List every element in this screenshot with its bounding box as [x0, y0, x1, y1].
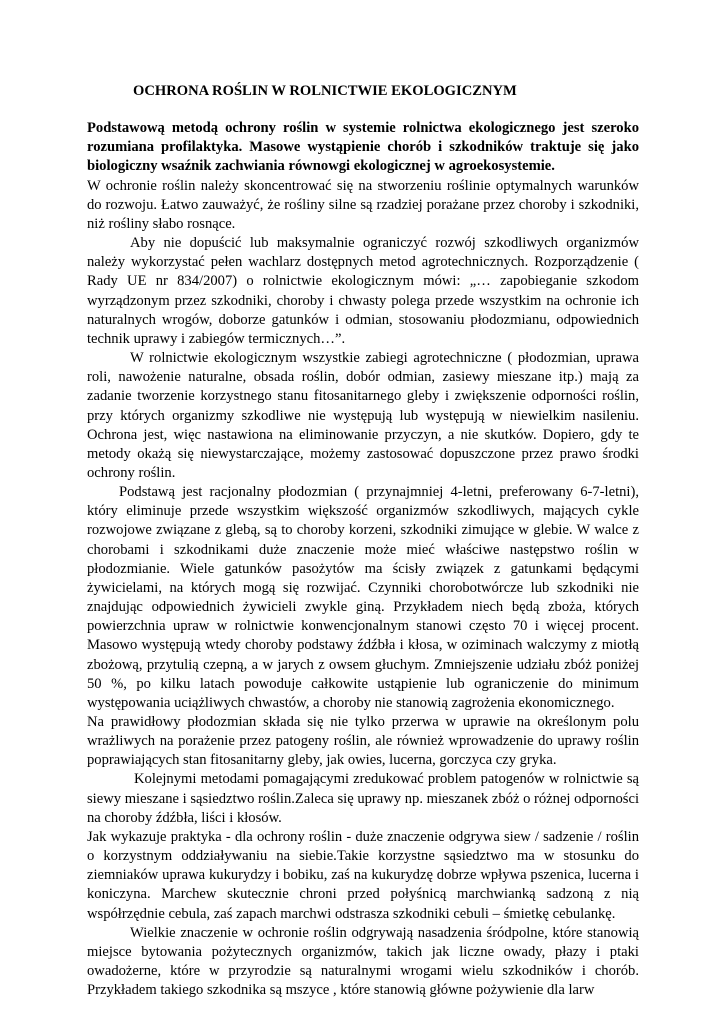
paragraph: Podstawą jest racjonalny płodozmian ( przynajmniej 4-letni, preferowany 6-7-letni), który eliminuje przede wszystkim większość organizmów szkodliwych, mających cykle rozwojowe związane z glebą, są to choroby korzeni, szkodniki zimujące w glebie. W walce z chorobami i szkodnikami duże znaczenie może mieć właściwe następstwo roślin w płodozmianie. Wiele gatunków pasożytów ma ścisły związek z gatunkami będącymi żywicielami, na których mogą się rozwijać. Czynniki chorobotwórcze lub szkodniki nie znajdując odpowiednich żywicieli zwykle giną. Przykładem niech będą zboża, których powierzchnia upraw w rolnictwie konwencjonalnym stanowi często 70 i więcej procent. Masowo występują wtedy choroby podstawy źdźbła i kłosa, w oziminach walczymy z miotłą zbożową, przytulią czepną, a w jarych z owsem głuchym. Zmniejszenie udziału zbóż poniżej 50 %, po kilku latach powoduje całkowite ustąpienie lub ograniczenie do minimum występowania uciążliwych chwastów, a choroby nie stanowią zagrożenia ekonomicznego. [87, 484, 639, 711]
page-title: OCHRONA ROŚLIN W ROLNICTWIE EKOLOGICZNYM [133, 83, 517, 99]
paragraph: Jak wykazuje praktyka - dla ochrony roślin - duże znaczenie odgrywa siew / sadzenie / roślin o korzystnym oddziaływaniu na siebie.Takie korzystne sąsiedztwo ma w stosunku do ziemniaków uprawa kukurydzy i bobiku, zaś na kukurydzę dobrze wpływa pszenica, lucerna i koniczyna. Marchew skutecznie chroni przed połyśnicą marchwianką sadzoną z nią współrzędnie cebula, zaś zapach marchwi odstrasza szkodniki cebuli – śmietkę cebulankę. [87, 828, 639, 922]
paragraph: Wielkie znaczenie w ochronie roślin odgrywają nasadzenia śródpolne, które stanowią miejsce bytowania pożytecznych organizmów, takich jak liczne owady, płazy i ptaki owadożerne, które w przyrodzie są naturalnymi wrogami wielu szkodników i chorób. Przykładem takiego szkodnika są mszyce , które stanowią główne pożywienie dla larw [87, 924, 639, 999]
paragraph: W ochronie roślin należy skoncentrować się na stworzeniu roślinie optymalnych warunków do rozwoju. Łatwo zauważyć, że rośliny silne są rzadziej porażane przez choroby i szkodniki, niż rośliny słabo rosnące. [87, 177, 639, 232]
intro-paragraph: Podstawową metodą ochrony roślin w systemie rolnictwa ekologicznego jest szeroko rozumiana profilaktyka. Masowe wystąpienie chorób i szkodników traktuje się jako biologiczny wsaźnik zachwiania równowgi ekologicznej w agroekosystemie. [87, 120, 639, 175]
paragraph: Kolejnymi metodami pomagającymi zredukować problem patogenów w rolnictwie są siewy mieszane i sąsiedztwo roślin.Zaleca się uprawy np. mieszanek zbóż o różnej odporności na choroby źdźbła, liści i kłosów. [87, 771, 639, 826]
paragraph: W rolnictwie ekologicznym wszystkie zabiegi agrotechniczne ( płodozmian, uprawa roli, nawożenie naturalne, obsada roślin, dobór odmian, zasiewy mieszane itp.) mają za zadanie tworzenie korzystnego stanu fitosanitarnego gleby i zwiększenie odporności roślin, przy których organizmy szkodliwe nie występują lub występują w niewielkim nasileniu. Ochrona jest, więc nastawiona na eliminowanie przyczyn, a nie skutków. Dopiero, gdy te metody okażą się niewystarczające, możemy zastosować dopuszczone przez prawo środki ochrony roślin. [87, 350, 639, 481]
paragraph: Na prawidłowy płodozmian składa się nie tylko przerwa w uprawie na określonym polu wrażliwych na porażenie przez patogeny roślin, ale również wprowadzenie do uprawy roślin poprawiających stan fitosanitarny gleby, jak owies, lucerna, gorczyca czy gryka. [87, 714, 639, 769]
document-page [87, 82, 639, 1000]
paragraph: Aby nie dopuścić lub maksymalnie ograniczyć rozwój szkodliwych organizmów należy wykorzystać pełen wachlarz dostępnych metod agrotechnicznych. Rozporządzenie ( Rady UE nr 834/2007) o rolnictwie ekologicznym mówi: „… zapobieganie szkodom wyrządzonym przez szkodniki, choroby i chwasty polega przede wszystkim na ochronie ich naturalnych wrogów, doborze gatunków i odmian, stosowaniu płodozmianu, odpowiednich technik uprawy i zabiegów termicznych…”. [87, 235, 639, 347]
